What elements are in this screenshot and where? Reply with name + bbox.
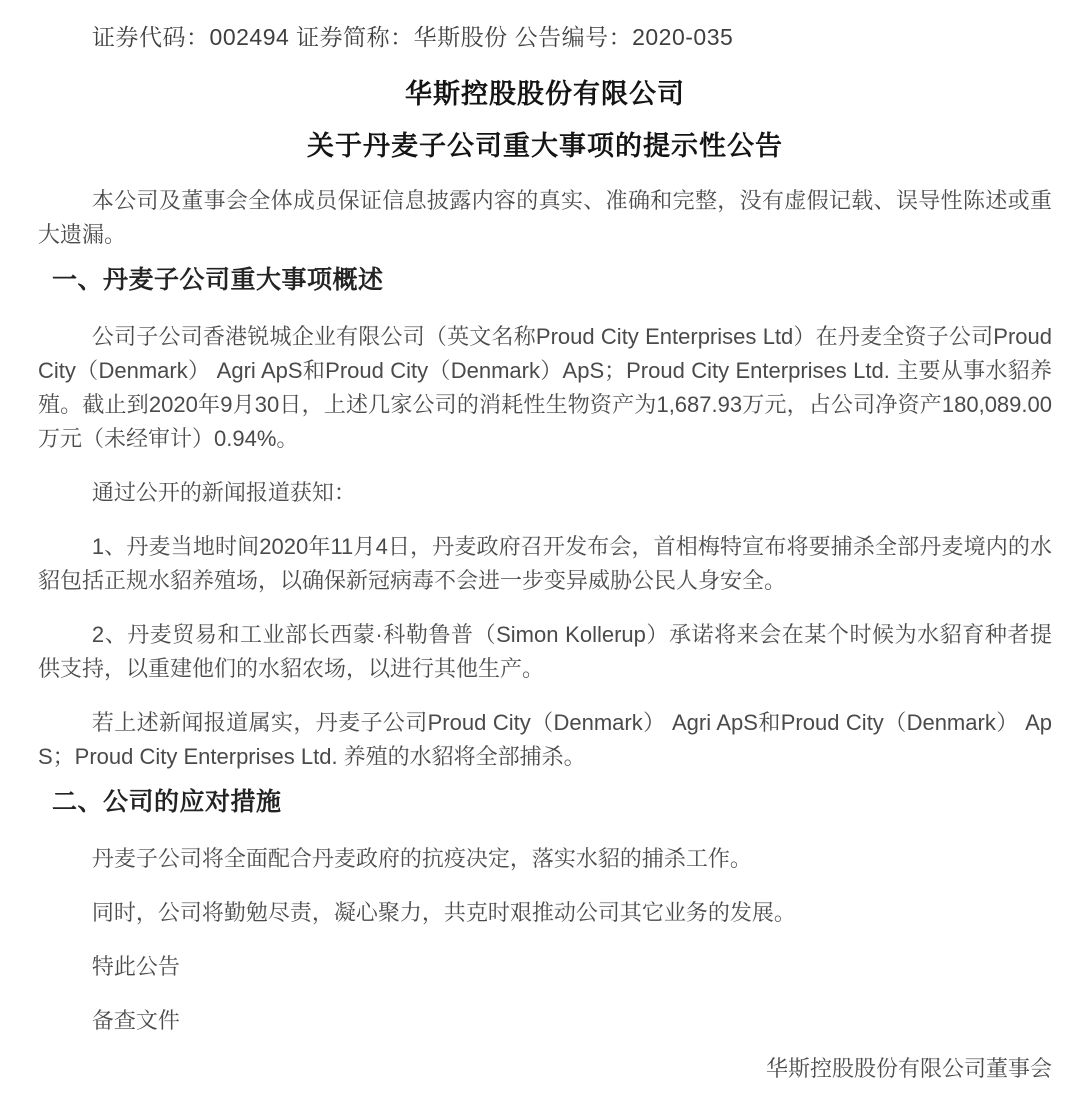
paragraph-news-item-1: 1、丹麦当地时间2020年11月4日，丹麦政府召开发布会，首相梅特宣布将要捕杀全部丹麦境内的水貂包括正规水貂养殖场，以确保新冠病毒不会进一步变异威胁公民人身安全。 bbox=[38, 534, 1052, 593]
security-info-line: 证券代码：002494 证券简称：华斯股份 公告编号：2020-035 bbox=[92, 24, 734, 50]
closing-notice: 特此公告 bbox=[91, 954, 180, 979]
board-signature: 华斯控股股份有限公司董事会 bbox=[765, 1056, 1052, 1081]
reference-documents-label: 备查文件 bbox=[91, 1008, 180, 1033]
section-1-heading: 一、丹麦子公司重大事项概述 bbox=[52, 266, 384, 294]
paragraph-news-item-2: 2、丹麦贸易和工业部长西蒙·科勒鲁普（Simon Kollerup）承诺将来会在某个时候为水貂育种者提供支持，以重建他们的水貂农场，以进行其他生产。 bbox=[38, 622, 1052, 681]
announcement-title: 关于丹麦子公司重大事项的提示性公告 bbox=[307, 131, 783, 161]
paragraph-subsidiary-overview: 公司子公司香港锐城企业有限公司（英文名称Proud City Enterprises Ltd）在丹麦全资子公司Proud City（Denmark） Agri ApS和Proud City（Denmark）ApS；Proud City Enterprises Ltd. 主要从事水貂养殖。截止到2020年9月30日，上述几家公司的消耗性生物资产为1,687.93万元，占公司净资产180,089.00万元（未经审计）0.94%。 bbox=[38, 324, 1052, 451]
paragraph-response-2: 同时，公司将勤勉尽责，凝心聚力，共克时艰推动公司其它业务的发展。 bbox=[91, 900, 796, 925]
paragraph-response-1: 丹麦子公司将全面配合丹麦政府的抗疫决定，落实水貂的捕杀工作。 bbox=[91, 846, 752, 871]
section-2-heading: 二、公司的应对措施 bbox=[52, 788, 282, 816]
disclaimer-statement: 本公司及董事会全体成员保证信息披露内容的真实、准确和完整，没有虚假记载、误导性陈述或重大遗漏。 bbox=[38, 188, 1052, 247]
paragraph-news-intro: 通过公开的新闻报道获知： bbox=[91, 480, 356, 505]
paragraph-impact: 若上述新闻报道属实，丹麦子公司Proud City（Denmark） Agri ApS和Proud City（Denmark） ApS；Proud City Enterprises Ltd. 养殖的水貂将全部捕杀。 bbox=[38, 710, 1052, 769]
company-title: 华斯控股股份有限公司 bbox=[405, 79, 685, 109]
